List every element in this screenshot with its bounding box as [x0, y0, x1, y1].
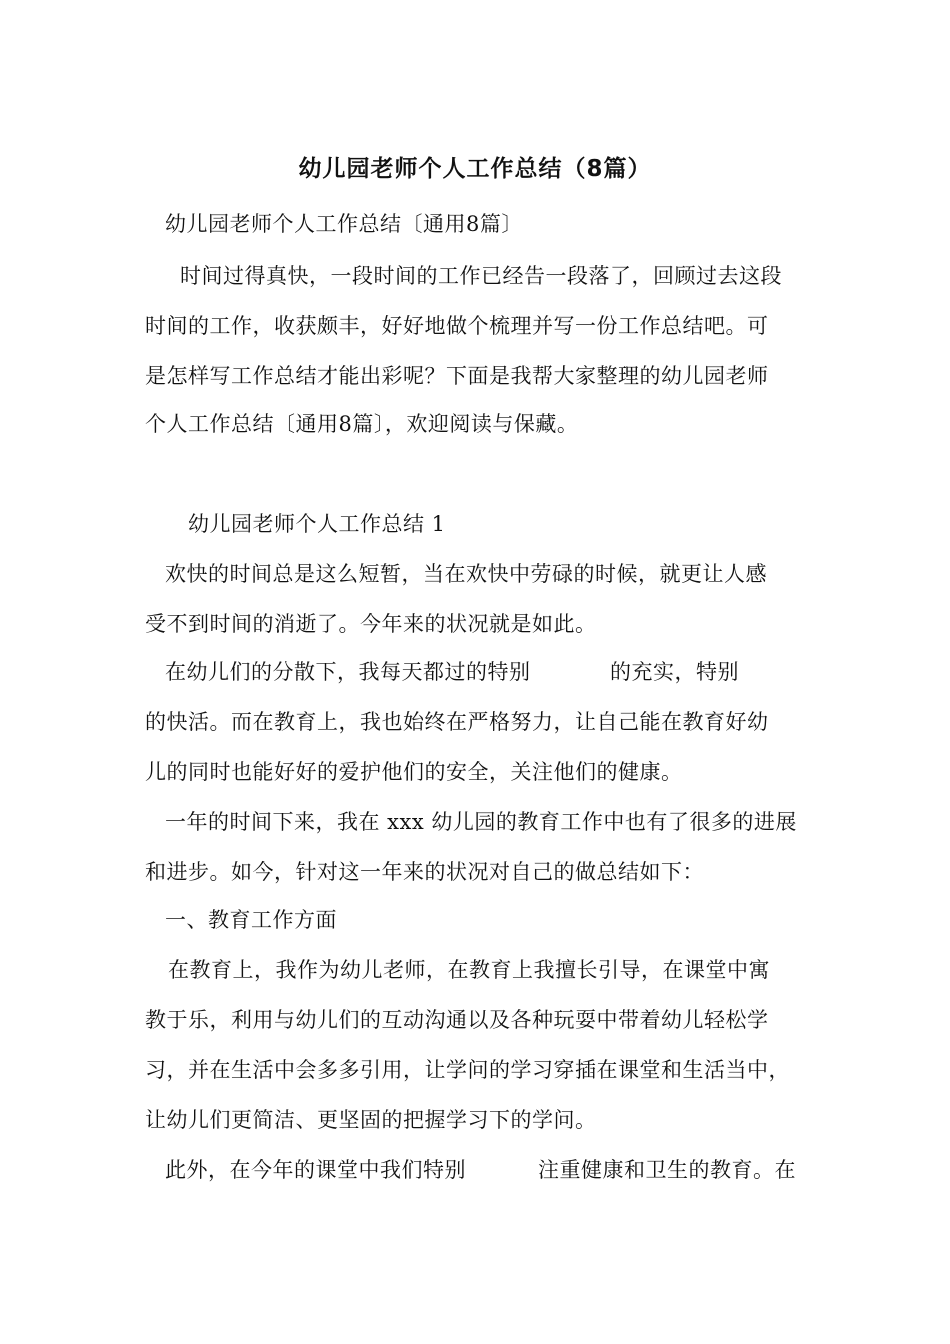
body-line: 和进步。如今，针对这一年来的状况对自己的做总结如下： — [145, 860, 704, 884]
intro-line-3: 是怎样写工作总结才能出彩呢？下面是我帮大家整理的幼儿园老师 — [145, 364, 769, 388]
intro-line-4: 个人工作总结〔通用8篇〕，欢迎阅读与保藏。 — [145, 412, 579, 436]
intro-line-1: 时间过得真快，一段时间的工作已经告一段落了，回顾过去这段 — [180, 264, 782, 288]
body-line: 教于乐，利用与幼儿们的互动沟通以及各种玩耍中带着幼儿轻松学 — [145, 1008, 769, 1032]
body-line: 的充实，特别 — [610, 660, 739, 684]
body-line: 此外，在今年的课堂中我们特别 — [165, 1158, 466, 1182]
body-line: 习，并在生活中会多多引用，让学问的学习穿插在课堂和生活当中， — [145, 1058, 790, 1082]
section-heading: 幼儿园老师个人工作总结 1 — [188, 512, 446, 536]
document-subtitle: 幼儿园老师个人工作总结〔通用8篇〕 — [165, 212, 523, 236]
body-line: 在教育上，我作为幼儿老师，在教育上我擅长引导，在课堂中寓 — [168, 958, 770, 982]
intro-line-2: 时间的工作，收获颇丰，好好地做个梳理并写一份工作总结吧。可 — [145, 314, 769, 338]
body-line: 一年的时间下来，我在 xxx 幼儿园的教育工作中也有了很多的进展 — [165, 810, 797, 834]
document-title: 幼儿园老师个人工作总结（8篇） — [298, 156, 652, 182]
body-line: 儿的同时也能好好的爱护他们的安全，关注他们的健康。 — [145, 760, 683, 784]
body-line: 注重健康和卫生的教育。在 — [538, 1158, 796, 1182]
body-line: 的快活。而在教育上，我也始终在严格努力，让自己能在教育好幼 — [145, 710, 769, 734]
body-line: 欢快的时间总是这么短暂，当在欢快中劳碌的时候，就更让人感 — [165, 562, 767, 586]
subsection-heading: 一、教育工作方面 — [165, 908, 337, 932]
body-line: 受不到时间的消逝了。今年来的状况就是如此。 — [145, 612, 597, 636]
body-line: 在幼儿们的分散下，我每天都过的特别 — [165, 660, 531, 684]
body-line: 让幼儿们更简洁、更坚固的把握学习下的学问。 — [145, 1108, 597, 1132]
